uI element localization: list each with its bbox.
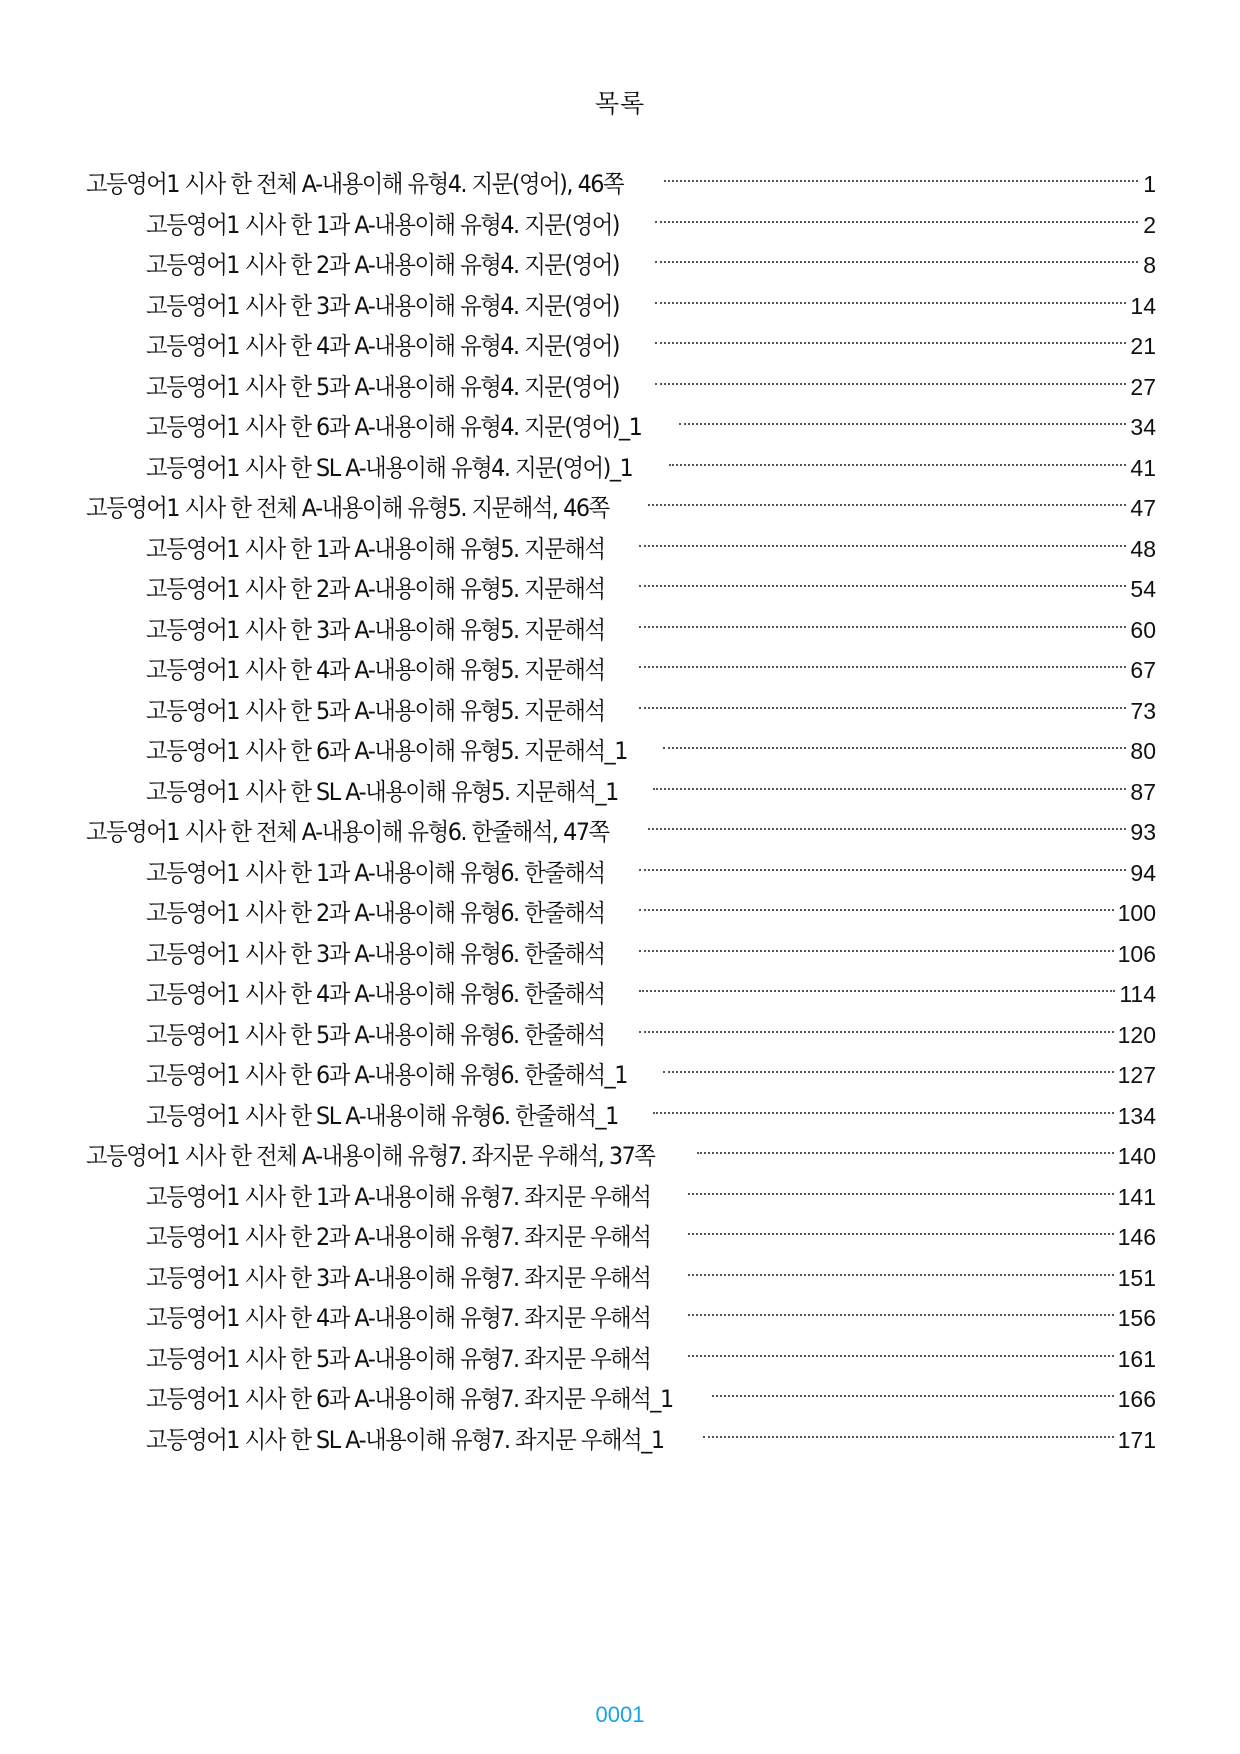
toc-entry-page-number: 14: [1130, 292, 1156, 319]
toc-entry-label: 고등영어1 시사 한 2과 A-내용이해 유형6. 한줄해석: [146, 899, 605, 927]
toc-entry-label: 고등영어1 시사 한 4과 A-내용이해 유형6. 한줄해석: [146, 980, 605, 1008]
toc-entry-label: 고등영어1 시사 한 SL A-내용이해 유형7. 좌지문 우해석_1: [146, 1425, 664, 1454]
toc-entry-page-number: 87: [1130, 778, 1156, 805]
toc-entry-page-number: 67: [1130, 657, 1156, 683]
toc-entry-page-number: 93: [1130, 819, 1156, 845]
table-of-contents: [86, 164, 1156, 1460]
toc-subentry[interactable]: [86, 772, 1156, 813]
toc-entry-page-number: 127: [1117, 1062, 1156, 1088]
toc-subentry[interactable]: [86, 1298, 1156, 1339]
toc-subentry[interactable]: [86, 1217, 1156, 1258]
toc-entry-label: 고등영어1 시사 한 전체 A-내용이해 유형5. 지문해석, 46쪽: [86, 494, 609, 522]
dot-leader: [648, 828, 1126, 830]
dot-leader: [688, 1233, 1113, 1235]
page-number: 0001: [595, 1702, 645, 1727]
toc-entry-page-number: 106: [1117, 940, 1156, 967]
toc-section-entry[interactable]: [86, 164, 1156, 205]
dot-leader: [669, 464, 1127, 466]
toc-section-entry[interactable]: [86, 488, 1156, 529]
dot-leader: [679, 423, 1127, 425]
toc-entry-label: 고등영어1 시사 한 전체 A-내용이해 유형4. 지문(영어), 46쪽: [86, 170, 624, 198]
toc-subentry[interactable]: [86, 569, 1156, 610]
toc-subentry[interactable]: [86, 367, 1156, 408]
toc-entry-page-number: 8: [1143, 252, 1156, 278]
dot-leader: [688, 1193, 1113, 1195]
toc-entry-page-number: 114: [1119, 981, 1156, 1007]
toc-section-entry[interactable]: [86, 812, 1156, 853]
dot-leader: [688, 1355, 1113, 1357]
dot-leader: [655, 302, 1127, 304]
toc-subentry[interactable]: [86, 610, 1156, 651]
toc-entry-page-number: 141: [1117, 1183, 1156, 1210]
toc-entry-page-number: 161: [1117, 1345, 1156, 1372]
toc-subentry[interactable]: [86, 934, 1156, 975]
toc-entry-page-number: 27: [1130, 373, 1156, 400]
dot-leader: [712, 1395, 1113, 1397]
toc-entry-page-number: 134: [1117, 1102, 1156, 1129]
toc-entry-page-number: 171: [1117, 1426, 1156, 1453]
toc-entry-page-number: 140: [1117, 1143, 1156, 1169]
toc-entry-page-number: 21: [1130, 333, 1156, 359]
toc-entry-page-number: 41: [1130, 454, 1156, 481]
toc-entry-page-number: 48: [1130, 535, 1156, 562]
toc-entry-page-number: 151: [1117, 1264, 1156, 1291]
toc-entry-page-number: 156: [1117, 1305, 1156, 1331]
toc-entry-label: 고등영어1 시사 한 3과 A-내용이해 유형6. 한줄해석: [146, 939, 605, 968]
dot-leader: [653, 1112, 1113, 1114]
dot-leader: [697, 1152, 1113, 1154]
toc-entry-label: 고등영어1 시사 한 2과 A-내용이해 유형7. 좌지문 우해석: [146, 1223, 651, 1251]
toc-entry-label: 고등영어1 시사 한 1과 A-내용이해 유형6. 한줄해석: [146, 858, 605, 887]
toc-entry-label: 고등영어1 시사 한 5과 A-내용이해 유형5. 지문해석: [146, 696, 605, 725]
dot-leader: [663, 747, 1126, 749]
dot-leader: [639, 1031, 1114, 1033]
toc-entry-label: 고등영어1 시사 한 1과 A-내용이해 유형5. 지문해석: [146, 534, 605, 563]
toc-subentry[interactable]: [86, 731, 1156, 772]
toc-subentry[interactable]: [86, 245, 1156, 286]
toc-entry-label: 고등영어1 시사 한 5과 A-내용이해 유형7. 좌지문 우해석: [146, 1344, 651, 1373]
toc-subentry[interactable]: [86, 1096, 1156, 1137]
toc-subentry[interactable]: [86, 529, 1156, 570]
toc-entry-page-number: 146: [1117, 1224, 1156, 1250]
toc-entry-label: 고등영어1 시사 한 2과 A-내용이해 유형5. 지문해석: [146, 575, 605, 603]
toc-entry-label: 고등영어1 시사 한 4과 A-내용이해 유형5. 지문해석: [146, 656, 605, 684]
toc-entry-label: 고등영어1 시사 한 5과 A-내용이해 유형6. 한줄해석: [146, 1020, 605, 1049]
toc-entry-page-number: 2: [1143, 211, 1156, 238]
toc-entry-label: 고등영어1 시사 한 5과 A-내용이해 유형4. 지문(영어): [146, 372, 620, 401]
toc-subentry[interactable]: [86, 1015, 1156, 1056]
toc-subentry[interactable]: [86, 205, 1156, 246]
dot-leader: [688, 1314, 1113, 1316]
dot-leader: [639, 545, 1126, 547]
dot-leader: [639, 626, 1126, 628]
dot-leader: [664, 180, 1139, 182]
toc-entry-page-number: 100: [1117, 900, 1156, 926]
toc-entry-label: 고등영어1 시사 한 2과 A-내용이해 유형4. 지문(영어): [146, 251, 620, 279]
dot-leader: [688, 1274, 1113, 1276]
toc-entry-page-number: 166: [1117, 1386, 1156, 1412]
dot-leader: [639, 585, 1126, 587]
toc-entry-page-number: 34: [1130, 414, 1156, 440]
toc-subentry[interactable]: [86, 407, 1156, 448]
toc-subentry[interactable]: [86, 1339, 1156, 1380]
dot-leader: [653, 788, 1126, 790]
toc-entry-page-number: 80: [1130, 738, 1156, 764]
toc-entry-label: 고등영어1 시사 한 1과 A-내용이해 유형4. 지문(영어): [146, 210, 620, 239]
toc-subentry[interactable]: [86, 286, 1156, 327]
dot-leader: [663, 1071, 1113, 1073]
toc-subentry[interactable]: [86, 1177, 1156, 1218]
toc-entry-label: 고등영어1 시사 한 3과 A-내용이해 유형5. 지문해석: [146, 615, 605, 644]
page-title: 목록: [594, 89, 646, 118]
toc-subentry[interactable]: [86, 1420, 1156, 1461]
dot-leader: [655, 221, 1138, 223]
dot-leader: [703, 1436, 1114, 1438]
toc-subentry[interactable]: [86, 1258, 1156, 1299]
toc-entry-page-number: 73: [1130, 697, 1156, 724]
toc-entry-label: 고등영어1 시사 한 전체 A-내용이해 유형7. 좌지문 우해석, 37쪽: [86, 1142, 655, 1170]
toc-subentry[interactable]: [86, 893, 1156, 934]
toc-subentry[interactable]: [86, 1055, 1156, 1096]
dot-leader: [655, 383, 1127, 385]
toc-subentry[interactable]: [86, 853, 1156, 894]
toc-entry-label: 고등영어1 시사 한 6과 A-내용이해 유형6. 한줄해석_1: [146, 1061, 627, 1089]
dot-leader: [639, 909, 1114, 911]
toc-entry-label: 고등영어1 시사 한 6과 A-내용이해 유형4. 지문(영어)_1: [146, 413, 642, 441]
toc-subentry[interactable]: [86, 691, 1156, 732]
dot-leader: [648, 504, 1126, 506]
dot-leader: [639, 950, 1114, 952]
toc-entry-page-number: 94: [1130, 859, 1156, 886]
toc-entry-page-number: 1: [1143, 171, 1156, 197]
toc-entry-label: 고등영어1 시사 한 4과 A-내용이해 유형7. 좌지문 우해석: [146, 1304, 651, 1332]
toc-entry-label: 고등영어1 시사 한 SL A-내용이해 유형5. 지문해석_1: [146, 777, 618, 806]
toc-subentry[interactable]: [86, 1379, 1156, 1420]
toc-entry-page-number: 47: [1130, 495, 1156, 521]
dot-leader: [639, 666, 1126, 668]
toc-subentry[interactable]: [86, 974, 1156, 1015]
toc-entry-label: 고등영어1 시사 한 6과 A-내용이해 유형5. 지문해석_1: [146, 737, 627, 765]
toc-entry-label: 고등영어1 시사 한 전체 A-내용이해 유형6. 한줄해석, 47쪽: [86, 818, 609, 846]
toc-section-entry[interactable]: [86, 1136, 1156, 1177]
toc-entry-label: 고등영어1 시사 한 SL A-내용이해 유형4. 지문(영어)_1: [146, 453, 633, 482]
dot-leader: [639, 707, 1126, 709]
toc-subentry[interactable]: [86, 448, 1156, 489]
toc-entry-label: 고등영어1 시사 한 6과 A-내용이해 유형7. 좌지문 우해석_1: [146, 1385, 673, 1413]
toc-entry-label: 고등영어1 시사 한 3과 A-내용이해 유형4. 지문(영어): [146, 291, 620, 320]
toc-entry-label: 고등영어1 시사 한 1과 A-내용이해 유형7. 좌지문 우해석: [146, 1182, 651, 1211]
dot-leader: [639, 990, 1115, 992]
toc-subentry[interactable]: [86, 326, 1156, 367]
toc-entry-page-number: 54: [1130, 576, 1156, 602]
toc-entry-page-number: 60: [1130, 616, 1156, 643]
toc-entry-label: 고등영어1 시사 한 SL A-내용이해 유형6. 한줄해석_1: [146, 1101, 618, 1130]
dot-leader: [655, 261, 1138, 263]
toc-entry-label: 고등영어1 시사 한 3과 A-내용이해 유형7. 좌지문 우해석: [146, 1263, 651, 1292]
dot-leader: [655, 342, 1127, 344]
toc-entry-page-number: 120: [1117, 1021, 1156, 1048]
toc-subentry[interactable]: [86, 650, 1156, 691]
dot-leader: [639, 869, 1126, 871]
toc-entry-label: 고등영어1 시사 한 4과 A-내용이해 유형4. 지문(영어): [146, 332, 620, 360]
